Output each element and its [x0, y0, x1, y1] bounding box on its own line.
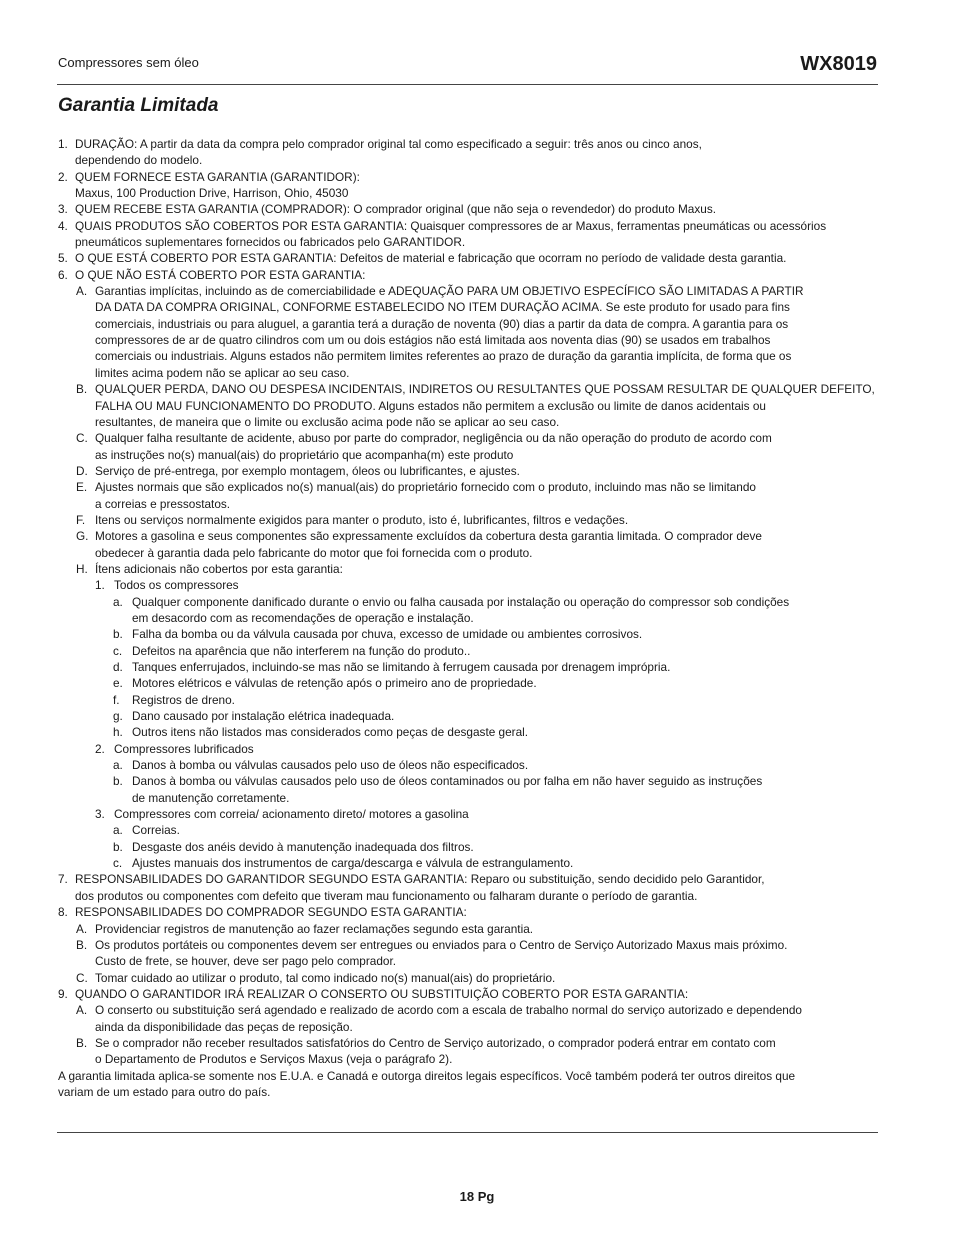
subitem-8a [58, 921, 880, 937]
subitem-letter: B. [76, 382, 88, 397]
subitem-continuation: obedecer à garantia dada pelo fabricante do motor que foi fornecida com o produto. [95, 545, 533, 560]
exclusion-letter: h. [113, 725, 123, 740]
category-number: 2. [95, 741, 105, 756]
exclusion-item [58, 724, 880, 740]
item-number: 1. [58, 137, 68, 151]
subitem-letter: D. [76, 463, 88, 478]
item-text: QUAIS PRODUTOS SÃO COBERTOS POR ESTA GARANTIA: Quaisquer compressores de ar Maxus, ferramentas pneumáticas ou acessórios [75, 218, 827, 233]
warranty-item-4 [58, 218, 880, 234]
page-number: 18 Pg [459, 1189, 495, 1204]
subitem-continuation: a correias e pressostatos. [95, 496, 231, 511]
subitem-letter: A. [76, 1003, 88, 1018]
exclusion-letter: g. [113, 709, 123, 724]
subitem-text: Providenciar registros de manutenção ao fazer reclamações segundo esta garantia. [95, 921, 534, 936]
item-text: RESPONSABILIDADES DO COMPRADOR SEGUNDO ESTA GARANTIA: [75, 905, 467, 920]
closing-statement: A garantia limitada aplica-se somente nos E.U.A. e Canadá e outorga direitos legais específicos. Você também poderá ter outros direitos que [58, 1068, 796, 1083]
warranty-item-3 [58, 201, 880, 217]
exclusion-item [58, 659, 880, 675]
exclusion-text: Desgaste dos anéis devido à manutenção inadequada dos filtros. [132, 839, 474, 854]
item-number: 9. [58, 986, 68, 1001]
warranty-item-1 [58, 136, 880, 152]
exclusion-text: Danos à bomba ou válvulas causados pelo uso de óleos não especificados. [132, 758, 529, 773]
exclusion-item [58, 708, 880, 724]
item-continuation: dos produtos ou componentes com defeito que tiveram mau funcionamento ou falharam durante o período de garantia. [75, 888, 698, 903]
item-number: 6. [58, 267, 68, 282]
category-number: 1. [95, 578, 105, 593]
item-text: DURAÇÃO: A partir da data da compra pelo comprador original tal como especificado a seguir: três anos ou cinco anos, [75, 137, 702, 151]
subitem-text: Serviço de pré-entrega, por exemplo montagem, óleos ou lubrificantes, e ajustes. [95, 463, 520, 478]
exclusion-letter: f. [113, 692, 120, 707]
category-lubricated-compressors [58, 741, 880, 757]
exclusion-letter: a. [113, 594, 123, 609]
exclusion-item [58, 757, 880, 773]
warranty-item-9 [58, 986, 880, 1002]
subitem-6a [58, 283, 880, 299]
category-number: 3. [95, 807, 105, 822]
item-text: O QUE NÃO ESTÁ COBERTO POR ESTA GARANTIA: [75, 267, 366, 282]
category-all-compressors [58, 577, 880, 593]
exclusion-continuation: de manutenção corretamente. [132, 790, 290, 805]
item-continuation: pneumáticos suplementares fornecidos ou fabricados pelo GARANTIDOR. [75, 235, 466, 250]
category-text: Todos os compressores [114, 578, 239, 593]
exclusion-letter: b. [113, 839, 123, 854]
subitem-8c [58, 970, 880, 986]
exclusion-item [58, 692, 880, 708]
exclusion-item [58, 822, 880, 838]
exclusion-letter: d. [113, 660, 123, 674]
subitem-9b [58, 1035, 880, 1051]
subitem-6h [58, 561, 880, 577]
item-number: 4. [58, 218, 68, 233]
subitem-continuation: compressores de ar de quatro cilindros com um ou dois estágios não está limitada aos noventa dias (90) se usados em trabalhos [95, 333, 771, 348]
exclusion-letter: b. [113, 627, 123, 642]
subitem-continuation: comerciais ou industriais. Alguns estados não permitem limites referentes ao prazo de duração da garantia implícita, de forma que os [95, 349, 792, 364]
subitem-continuation: DA DATA DA COMPRA ORIGINAL, CONFORME ESTABELECIDO NO ITEM DURAÇÃO ACIMA. Se este produto for usado para fins [95, 300, 790, 315]
subitem-continuation: Custo de frete, se houver, deve ser pago pelo comprador. [95, 954, 397, 969]
exclusion-letter: a. [113, 823, 123, 838]
subitem-6b [58, 381, 880, 397]
subitem-text: Se o comprador não receber resultados satisfatórios do Centro de Serviço autorizado, o comprador poderá entrar em contato com [95, 1035, 776, 1050]
subitem-letter: G. [76, 529, 89, 544]
subitem-letter: A. [76, 284, 88, 299]
warranty-item-7 [58, 871, 880, 887]
header-section-label: Compressores sem óleo [58, 55, 199, 70]
subitem-letter: C. [76, 970, 88, 985]
subitem-continuation: resultantes, de maneira que o limite ou exclusão acima pode não se aplicar ao seu caso. [95, 414, 560, 429]
exclusion-text: Ajustes manuais dos instrumentos de carga/descarga e válvula de estrangulamento. [132, 856, 574, 871]
subitem-letter: B. [76, 1035, 88, 1050]
footer-divider [57, 1132, 878, 1133]
warrantor-address: Maxus, 100 Production Drive, Harrison, Ohio, 45030 [75, 186, 349, 201]
subitem-letter: E. [76, 480, 88, 495]
subitem-text: Motores a gasolina e seus componentes são expressamente excluídos da cobertura desta garantia limitada. O comprador deve [95, 529, 762, 544]
item-text: QUANDO O GARANTIDOR IRÁ REALIZAR O CONSERTO OU SUBSTITUIÇÃO COBERTO POR ESTA GARANTIA: [75, 986, 689, 1001]
exclusion-text: Dano causado por instalação elétrica inadequada. [132, 709, 395, 724]
subitem-continuation: comerciais, industriais ou para aluguel, a garantia terá a duração de noventa (90) dias a partir da data de compra. A garantia para os [95, 316, 789, 331]
subitem-letter: B. [76, 937, 88, 952]
subitem-continuation: as instruções no(s) manual(ais) do proprietário que acompanha(m) este produto [95, 447, 514, 462]
subitem-continuation: o Departamento de Produtos e Serviços Maxus (veja o parágrafo 2). [95, 1052, 453, 1067]
warranty-text [58, 136, 880, 1100]
subitem-6e [58, 479, 880, 495]
item-text: QUEM RECEBE ESTA GARANTIA (COMPRADOR): O comprador original (que não seja o revendedor) do produto Maxus. [75, 202, 716, 217]
subitem-text: Itens ou serviços normalmente exigidos para manter o produto, isto é, lubrificantes, filtros e vedações. [95, 512, 629, 527]
item-text: QUEM FORNECE ESTA GARANTIA (GARANTIDOR): [75, 169, 360, 184]
exclusion-item [58, 839, 880, 855]
subitem-6d [58, 463, 880, 479]
subitem-9a [58, 1002, 880, 1018]
subitem-text: Ajustes normais que são explicados no(s) manual(ais) do proprietário fornecido com o produto, incluindo mas não se limitando [95, 480, 756, 495]
item-number: 8. [58, 905, 68, 920]
exclusion-item [58, 594, 880, 610]
subitem-text: Ítens adicionais não cobertos por esta garantia: [95, 561, 343, 576]
subitem-text: O conserto ou substituição será agendado e realizado de acordo com a escala de trabalho normal do serviço autorizado e dependendo [95, 1003, 802, 1018]
warranty-item-2 [58, 169, 880, 185]
closing-statement-continuation: variam de um estado para outro do país. [58, 1084, 271, 1099]
exclusion-letter: c. [113, 643, 123, 658]
exclusion-text: Outros itens não listados mas considerados como peças de desgaste geral. [132, 725, 529, 740]
subitem-text: Tomar cuidado ao utilizar o produto, tal como indicado no(s) manual(ais) do proprietário. [95, 970, 556, 985]
subitem-text: Os produtos portáteis ou componentes devem ser entregues ou enviados para o Centro de Serviço Autorizado Maxus mais próximo. [95, 937, 788, 952]
exclusion-item [58, 675, 880, 691]
warranty-item-8 [58, 904, 880, 920]
category-text: Compressores lubrificados [114, 741, 254, 756]
exclusion-text: Danos à bomba ou válvulas causados pelo uso de óleos contaminados ou por falha em não haver seguido as instruções [132, 774, 763, 789]
subitem-letter: A. [76, 921, 88, 936]
exclusion-text: Registros de dreno. [132, 692, 235, 707]
category-text: Compressores com correia/ acionamento direto/ motores a gasolina [114, 807, 469, 822]
item-number: 7. [58, 872, 68, 887]
header-divider [57, 84, 878, 85]
exclusion-item [58, 773, 880, 789]
subitem-continuation: limites acima podem não se aplicar ao seu caso. [95, 365, 350, 380]
exclusion-text: Qualquer componente danificado durante o envio ou falha causada por instalação ou operação do compressor sob condições [132, 594, 790, 609]
exclusion-text: Motores elétricos e válvulas de retenção após o primeiro ano de propriedade. [132, 676, 537, 691]
subitem-text: Qualquer falha resultante de acidente, abuso por parte do comprador, negligência ou da não operação do produto de acordo com [95, 431, 772, 446]
subitem-8b [58, 937, 880, 953]
item-continuation: dependendo do modelo. [75, 153, 203, 168]
item-number: 5. [58, 251, 68, 266]
exclusion-item [58, 643, 880, 659]
subitem-6g [58, 528, 880, 544]
page-title: Garantia Limitada [58, 95, 219, 116]
subitem-text: Garantias implícitas, incluindo as de comerciabilidade e ADEQUAÇÃO PARA UM OBJETIVO ESPECÍFICO SÃO LIMITADAS A PARTIR [95, 284, 804, 299]
item-number: 2. [58, 169, 68, 184]
subitem-text: QUALQUER PERDA, DANO OU DESPESA INCIDENTAIS, INDIRETOS OU RESULTANTES QUE POSSAM RESULTAR DE QUALQUER DEFEITO, [95, 382, 875, 397]
exclusion-letter: a. [113, 758, 123, 773]
exclusion-item [58, 626, 880, 642]
subitem-6f [58, 512, 880, 528]
exclusion-letter: c. [113, 856, 123, 871]
exclusion-letter: b. [113, 774, 123, 789]
warranty-item-5 [58, 250, 880, 266]
exclusion-item [58, 855, 880, 871]
subitem-letter: F. [76, 512, 86, 527]
item-text: O QUE ESTÁ COBERTO POR ESTA GARANTIA: Defeitos de material e fabricação que ocorram no período de validade desta garantia. [75, 251, 787, 266]
subitem-continuation: ainda da disponibilidade das peças de reposição. [95, 1019, 353, 1034]
category-belt-direct-gas [58, 806, 880, 822]
subitem-letter: H. [76, 561, 88, 576]
exclusion-letter: e. [113, 676, 123, 691]
exclusion-text: Correias. [132, 823, 180, 838]
exclusion-text: Falha da bomba ou da válvula causada por chuva, excesso de umidade ou ambientes corrosivos. [132, 627, 643, 642]
model-number: WX8019 [800, 53, 877, 75]
exclusion-text: Defeitos na aparência que não interferem na função do produto.. [132, 643, 471, 658]
item-number: 3. [58, 202, 68, 217]
exclusion-continuation: em desacordo com as recomendações de operação e instalação. [132, 610, 474, 625]
item-text: RESPONSABILIDADES DO GARANTIDOR SEGUNDO ESTA GARANTIA: Reparo ou substituição, sendo decidido pelo Garantidor, [75, 872, 765, 887]
warranty-item-6 [58, 267, 880, 283]
subitem-letter: C. [76, 431, 88, 446]
subitem-6c [58, 430, 880, 446]
subitem-continuation: FALHA OU MAU FUNCIONAMENTO DO PRODUTO. Alguns estados não permitem a exclusão ou limite de danos acidentais ou [95, 398, 766, 413]
exclusion-text: Tanques enferrujados, incluindo-se mas não se limitando à ferrugem causada por drenagem imprópria. [132, 660, 671, 674]
